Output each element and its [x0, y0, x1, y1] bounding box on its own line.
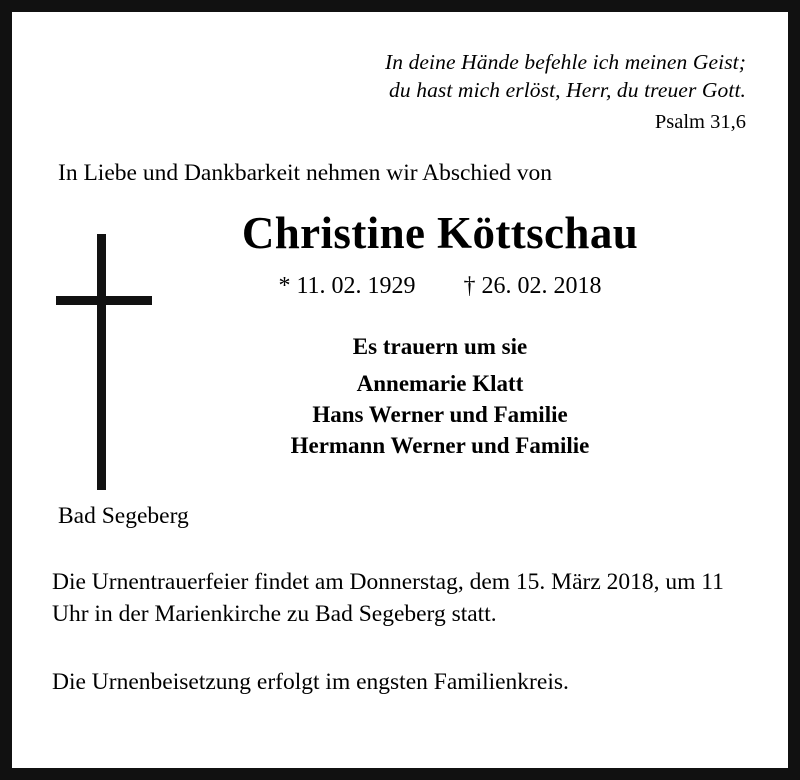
intro-text: In Liebe und Dankbarkeit nehmen wir Abschied von — [58, 159, 553, 186]
deceased-name: Christine Köttschau — [241, 207, 639, 258]
service-details: Die Urnentrauerfeier findet am Donnerstag, dem 15. März 2018, um 11 Uhr in der Marienkirche zu Bad Segeberg statt. — [52, 568, 724, 628]
death-date: † 26. 02. 2018 — [463, 272, 602, 299]
list-item: Annemarie Klatt — [356, 370, 524, 396]
verse-line-2: du hast mich erlöst, Herr, du treuer Gott. — [389, 78, 746, 103]
scripture-verse — [42, 48, 746, 105]
mourners-heading: Es trauern um sie — [352, 333, 528, 359]
verse-line-1: In deine Hände befehle ich meinen Geist; — [384, 50, 746, 74]
cross-horizontal-bar — [56, 296, 152, 305]
christian-cross-icon — [56, 234, 152, 490]
verse-reference: Psalm 31,6 — [654, 110, 746, 133]
list-item: Hermann Werner und Familie — [290, 432, 590, 458]
burial-details: Die Urnenbeisetzung erfolgt im engsten Familienkreis. — [52, 668, 569, 695]
cross-vertical-bar — [97, 234, 106, 490]
obituary-content — [12, 12, 788, 768]
list-item: Hans Werner und Familie — [312, 401, 568, 427]
place-text: Bad Segeberg — [58, 502, 189, 529]
birth-date: * 11. 02. 1929 — [278, 272, 416, 299]
